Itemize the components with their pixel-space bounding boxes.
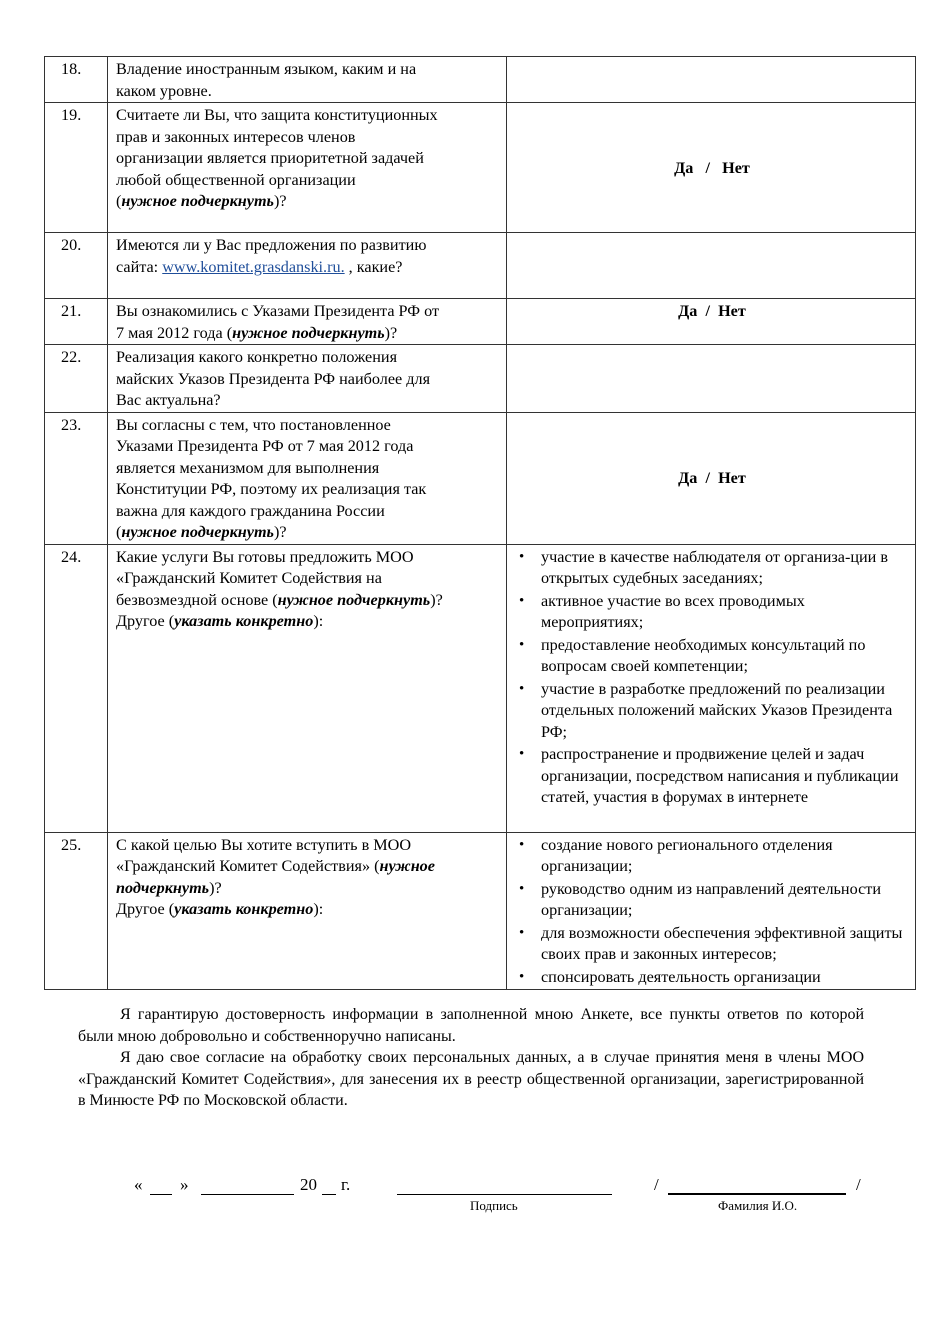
year-prefix: 20: [300, 1175, 317, 1194]
yes-no-answer[interactable]: Да / Нет: [507, 299, 916, 345]
list-item[interactable]: • для возможности обеспечения эффективной защиты своих прав и законных интересов;: [541, 923, 909, 966]
row-number: 21.: [45, 299, 108, 345]
month-field[interactable]: [201, 1194, 294, 1195]
row-number: 25.: [45, 832, 108, 990]
day-field[interactable]: [150, 1194, 172, 1195]
question-text: Вы согласны с тем, что постановленное Указами Президента РФ от 7 мая 2012 года является механизмом для выполнения Конституции РФ, поэтому их реализация так важна для каждого гражданина России (нужное подчеркнуть)?: [108, 412, 507, 544]
table-row: [45, 345, 916, 413]
question-text: Считаете ли Вы, что защита конституционных прав и законных интересов членов организации является приоритетной задачей любой общественной организации (нужное подчеркнуть)?: [108, 103, 507, 233]
list-item[interactable]: • распространение и продвижение целей и задач организации, посредством написания и публикации статей, участия в форумах в интернете: [541, 744, 909, 809]
yes-no-answer[interactable]: Да / Нет: [507, 103, 916, 233]
question-text: С какой целью Вы хотите вступить в МОО «Гражданский Комитет Содействия» (нужное подчеркнуть)? Другое (указать конкретно):: [108, 832, 507, 990]
date-quote-open: «: [134, 1175, 143, 1194]
instruction-text: нужное подчеркнуть: [121, 523, 274, 541]
list-item[interactable]: • активное участие во всех проводимых мероприятиях;: [541, 591, 909, 634]
row-number: 20.: [45, 233, 108, 299]
year-suffix: г.: [341, 1175, 351, 1194]
table-row: [45, 57, 916, 103]
table-row: [45, 412, 916, 544]
answer-field[interactable]: [507, 345, 916, 413]
instruction-text: нужное подчеркнуть: [232, 323, 385, 342]
website-link[interactable]: www.komitet.grasdanski.ru.: [162, 257, 345, 276]
options-list-cell: [507, 832, 916, 990]
slash-right: /: [856, 1175, 861, 1194]
instruction-text: указать конкретно: [174, 900, 314, 918]
questionnaire-table: [44, 56, 916, 990]
table-row: [45, 832, 916, 990]
list-item[interactable]: • участие в качестве наблюдателя от организа-ции в открытых судебных заседаниях;: [541, 547, 909, 590]
instruction-text: нужное подчеркнуть: [121, 192, 274, 210]
date-quote-close: »: [180, 1175, 189, 1194]
question-text: Владение иностранным языком, каким и на каком уровне.: [108, 57, 507, 103]
year-field[interactable]: [322, 1194, 336, 1195]
list-item[interactable]: • руководство одним из направлений деятельности организации;: [541, 879, 909, 922]
table-row: [45, 233, 916, 299]
list-item[interactable]: • предоставление необходимых консультаций по вопросам своей компетенции;: [541, 635, 909, 678]
options-list: [515, 835, 909, 989]
row-number: 18.: [45, 57, 108, 103]
question-text: Имеются ли у Вас предложения по развитию сайта: www.komitet.grasdanski.ru. , какие?: [108, 233, 507, 299]
signature-caption: Подпись: [470, 1198, 518, 1213]
full-name-field[interactable]: [668, 1193, 846, 1195]
answer-field[interactable]: [507, 57, 916, 103]
instruction-text: нужное подчеркнуть: [277, 590, 431, 609]
guarantee-paragraph: Я гарантирую достоверность информации в заполненной мною Анкете, все пункты ответов по которой были мною добровольно и собственноручно написаны.: [78, 1006, 864, 1045]
options-list: [515, 547, 909, 809]
name-caption: Фамилия И.О.: [718, 1198, 798, 1213]
question-text: Реализация какого конкретно положения майских Указов Президента РФ наиболее для Вас актуальна?: [108, 345, 507, 413]
yes-no-answer[interactable]: Да / Нет: [507, 412, 916, 544]
list-item[interactable]: • создание нового регионального отделения организации;: [541, 835, 909, 878]
table-row: [45, 103, 916, 233]
table-row: [45, 299, 916, 345]
signature-field[interactable]: [397, 1194, 612, 1195]
answer-field[interactable]: [507, 233, 916, 299]
table-row: [45, 544, 916, 832]
row-number: 23.: [45, 412, 108, 544]
question-text: Вы ознакомились с Указами Президента РФ от 7 мая 2012 года (нужное подчеркнуть)?: [108, 299, 507, 345]
consent-paragraph: Я даю свое согласие на обработку своих персональных данных, а в случае принятия меня в члены МОО «Гражданский Комитет Содействия», для занесения их в реестр общественной организации, зарегистрированной в Минюсте РФ по Московской области.: [78, 1049, 864, 1109]
question-text: Какие услуги Вы готовы предложить МОО «Гражданский Комитет Содействия на безвозмездной основе (нужное подчеркнуть)? Другое (указать конкретно):: [108, 544, 507, 832]
row-number: 24.: [45, 544, 108, 832]
list-item[interactable]: • участие в разработке предложений по реализации отдельных положений майских Указов Президента РФ;: [541, 679, 909, 744]
instruction-text: нужное подчеркнуть: [116, 857, 435, 897]
list-item[interactable]: • спонсировать деятельность организации: [541, 967, 909, 989]
instruction-text: указать конкретно: [174, 612, 314, 630]
row-number: 22.: [45, 345, 108, 413]
row-number: 19.: [45, 103, 108, 233]
options-list-cell: [507, 544, 916, 832]
slash-left: /: [654, 1175, 659, 1194]
